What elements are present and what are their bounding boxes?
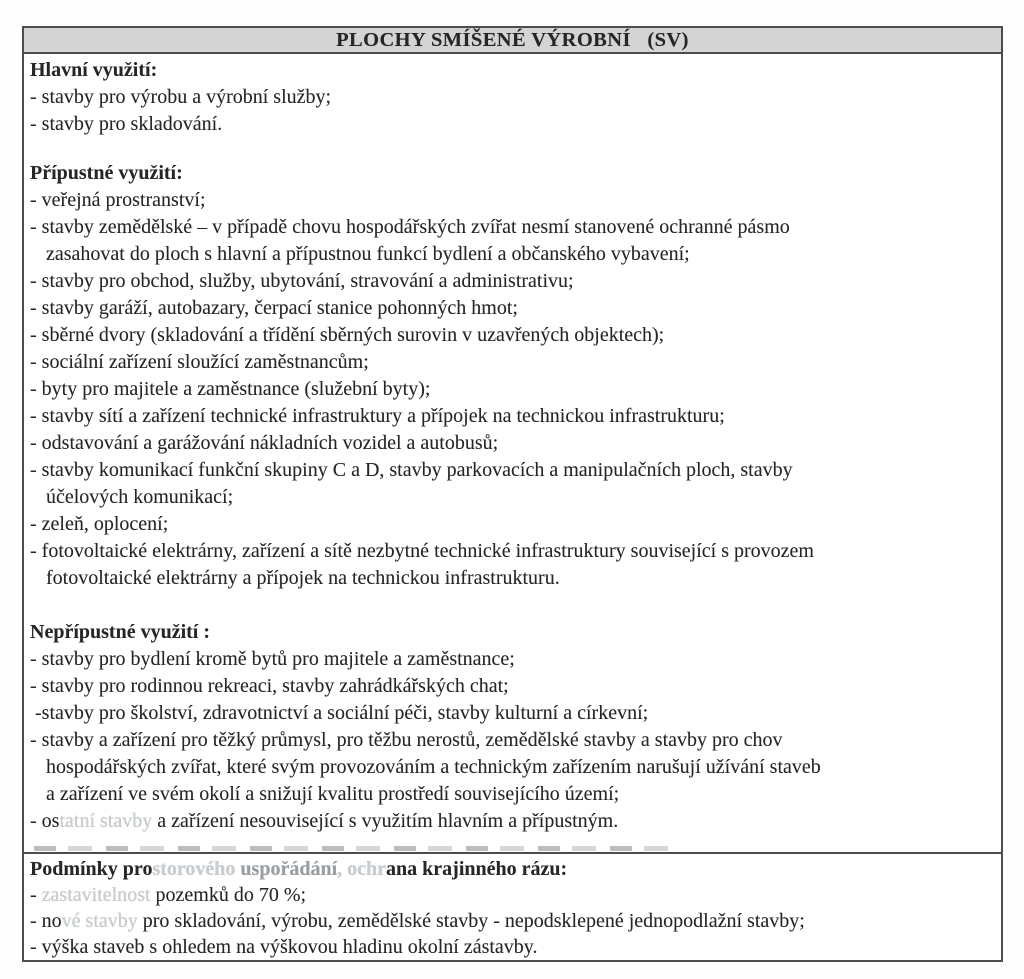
list-item: - sociální zařízení sloužící zaměstnancům; <box>30 351 369 373</box>
list-item: - stavby pro výrobu a výrobní služby; <box>30 86 332 108</box>
section-heading <box>30 856 993 882</box>
list-item: - zeleň, oplocení; <box>30 513 169 535</box>
list-item-continuation: fotovoltaické elektrárny a přípojek na technickou infrastrukturu. <box>46 567 560 589</box>
list-item <box>30 808 993 835</box>
list-item: - stavby pro bydlení kromě bytů pro majitele a zaměstnance; <box>30 648 515 670</box>
section-hlavni-vyuziti <box>30 57 993 138</box>
text-segment-faded: vé stavby <box>61 910 143 932</box>
list-item-continuation: a zařízení ve svém okolí a snižují kvalitu prostředí souvisejícího území; <box>46 783 620 805</box>
section-heading: Přípustné využití: <box>30 162 183 184</box>
text-segment: pro skladování, výrobu, zemědělské stavby - nepodsklepené jednopodlažní stavby; <box>142 910 805 932</box>
table-header <box>24 28 1001 54</box>
list-item: - stavby zemědělské – v případě chovu hospodářských zvířat nesmí stanovené ochranné pásmo <box>30 216 790 238</box>
section-nepripustne-vyuziti <box>30 619 993 835</box>
text-segment: - os <box>30 810 60 832</box>
table-title: PLOCHY SMÍŠENÉ VÝROBNÍ (SV) <box>336 28 689 51</box>
list-item: - stavby pro rodinnou rekreaci, stavby zahrádkářských chat; <box>30 675 509 697</box>
list-item: -stavby pro školství, zdravotnictví a sociální péči, stavby kulturní a církevní; <box>30 702 649 724</box>
zoning-table <box>22 26 1003 962</box>
text-segment: a zařízení nesouvisející s využitím hlavním a přípustným. <box>152 810 619 832</box>
text-segment-faded: zastavitelnost <box>41 884 156 906</box>
list-item: - stavby a zařízení pro těžký průmysl, pro těžbu nerostů, zemědělské stavby a stavby pro chov <box>30 729 783 751</box>
text-segment-semi-faded: uspořádání <box>240 858 338 880</box>
text-segment-faded: tatní stavby <box>59 810 153 832</box>
list-item: - byty pro majitele a zaměstnance (služební byty); <box>30 378 431 400</box>
list-item-continuation: hospodářských zvířat, které svým provozováním a technickým zařízením narušují užívání staveb <box>46 756 821 778</box>
list-item: - stavby garáží, autobazary, čerpací stanice pohonných hmot; <box>30 297 518 319</box>
text-segment: Podmínky pro <box>30 858 153 880</box>
section-heading: Hlavní využití: <box>30 59 158 81</box>
list-item: - sběrné dvory (skladování a třídění sběrných surovin v uzavřených objektech); <box>30 324 665 346</box>
list-item: - stavby pro skladování. <box>30 113 223 135</box>
text-segment-faded: , ochr <box>337 858 387 880</box>
list-item: - stavby sítí a zařízení technické infrastruktury a přípojek na technickou infrastrukturu; <box>30 405 725 427</box>
text-segment: - no <box>30 910 62 932</box>
section-pripustne-vyuziti <box>30 160 993 592</box>
list-item: - stavby komunikací funkční skupiny C a D, stavby parkovacích a manipulačních ploch, stavby <box>30 459 793 481</box>
list-item: - výška staveb s ohledem na výškovou hladinu okolní zástavby. <box>30 936 538 958</box>
list-item <box>30 908 993 934</box>
list-item: - odstavování a garážování nákladních vozidel a autobusů; <box>30 432 499 454</box>
text-segment-faded: storového <box>152 858 241 880</box>
section-heading: Nepřípustné využití : <box>30 621 210 643</box>
list-item <box>30 882 993 908</box>
list-item: - veřejná prostranství; <box>30 189 206 211</box>
text-segment: - <box>30 884 42 906</box>
scan-artifact <box>34 846 674 851</box>
section-podminky <box>24 852 1001 960</box>
text-segment: pozemků do 70 %; <box>155 884 307 906</box>
list-item: - stavby pro obchod, služby, ubytování, stravování a administrativu; <box>30 270 574 292</box>
list-item: - fotovoltaické elektrárny, zařízení a sítě nezbytné technické infrastruktury související s provozem <box>30 540 814 562</box>
text-segment: ana krajinného rázu: <box>386 858 568 880</box>
list-item-continuation: účelových komunikací; <box>46 486 234 508</box>
list-item-continuation: zasahovat do ploch s hlavní a přípustnou funkcí bydlení a občanského vybavení; <box>46 243 690 265</box>
table-body <box>24 54 1001 852</box>
